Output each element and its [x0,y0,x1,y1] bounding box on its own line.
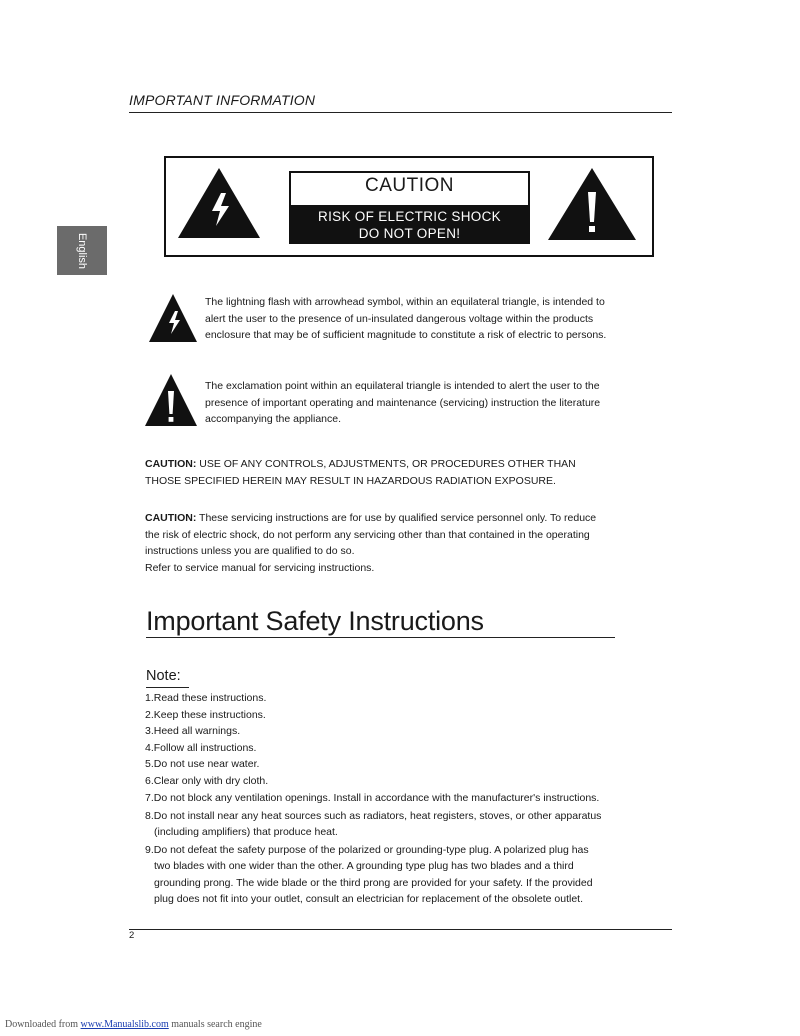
text-line: 4.Follow all instructions. [145,741,257,754]
note-title-underline [146,687,189,688]
caution-note-servicing [145,510,665,576]
text-line: The lightning flash with arrowhead symbol, within an equilateral triangle, is intended to [205,296,605,308]
header-divider [129,112,672,113]
language-tab-label: English [76,232,88,269]
text-line: plug does not fit into your outlet, consult an electrician for replacement of the obsolete outlet. [154,893,584,905]
text-line: the risk of electric shock, do not perform any servicing other than that contained in the operating [145,528,590,541]
list-item [145,773,655,790]
text-line: 5.Do not use near water. [145,758,260,770]
exclamation-warning-icon [546,166,638,242]
safety-instructions-list [145,690,655,908]
text-line: grounding prong. The wide blade or the third prong are provided for your safety. If the provided [154,876,593,889]
list-item [145,808,655,841]
text-line: (including amplifiers) that produce heat. [154,826,338,838]
caution-label-banner [291,205,528,244]
list-item [145,756,655,773]
caution-label-line-1: RISK OF ELECTRIC SHOCK [318,209,501,224]
text-line: The exclamation point within an equilateral triangle is intended to alert the user to the [205,380,600,392]
text-line [145,510,665,527]
text-line: accompanying the appliance. [205,413,342,425]
text-line: 3.Heed all warnings. [145,725,241,737]
text-line: instructions unless you are qualified to do so. [145,545,355,557]
text-line: Refer to service manual for servicing instructions. [145,561,375,574]
section-title: Important Safety Instructions [146,606,484,636]
note-title: Note: [146,668,181,684]
lightning-symbol-icon [148,293,198,343]
download-watermark [5,1019,262,1030]
caution-label-title: CAUTION [365,175,454,196]
text-line: enclosure that may be of sufficient magnitude to constitute a risk of electric to persons. [205,329,607,341]
caution-label-box [289,171,530,244]
text-line: 1.Read these instructions. [145,692,267,704]
text-line: alert the user to the presence of un-insulated dangerous voltage within the products [205,312,594,325]
caution-note-label: CAUTION: [145,512,197,524]
list-item [145,690,655,707]
text-line: two blades with one wider than the other. A grounding type plug has two blades and a third [154,860,574,872]
watermark-suffix: manuals search engine [168,1019,262,1030]
text-line [145,456,665,473]
exclamation-symbol-description [205,378,655,428]
text-line: 2.Keep these instructions. [145,708,266,721]
manualslib-link[interactable]: www.Manualslib.com [80,1019,169,1030]
text-line: 9.Do not defeat the safety purpose of the polarized or grounding-type plug. A polarized plug has [145,843,589,856]
footer-divider [129,929,672,930]
list-item [145,790,655,807]
list-item [145,842,655,908]
page-header-title: IMPORTANT INFORMATION [129,92,316,108]
caution-note-label: CAUTION: [145,458,197,470]
text-span: USE OF ANY CONTROLS, ADJUSTMENTS, OR PROCEDURES OTHER THAN [196,458,576,470]
lightning-warning-icon [176,166,262,240]
list-item [145,723,655,740]
list-item [145,707,655,724]
lightning-symbol-description [205,294,655,344]
exclamation-symbol-icon [144,373,198,427]
language-tab[interactable] [57,226,107,275]
caution-note-radiation [145,456,665,489]
list-item [145,740,655,757]
watermark-prefix: Downloaded from [5,1019,81,1030]
text-span: These servicing instructions are for use by qualified service personnel only. To reduce [196,512,597,524]
text-line: 8.Do not install near any heat sources such as radiators, heat registers, stoves, or other apparatus [145,809,602,822]
text-line: 6.Clear only with dry cloth. [145,774,269,787]
page-number: 2 [129,930,135,941]
text-line: THOSE SPECIFIED HEREIN MAY RESULT IN HAZARDOUS RADIATION EXPOSURE. [145,474,556,487]
caution-label-line-2: DO NOT OPEN! [358,226,461,241]
text-line: presence of important operating and maintenance (servicing) instruction the literature [205,396,601,409]
text-line: 7.Do not block any ventilation openings. Install in accordance with the manufacturer's instructions. [145,792,600,804]
section-title-underline [146,637,615,638]
